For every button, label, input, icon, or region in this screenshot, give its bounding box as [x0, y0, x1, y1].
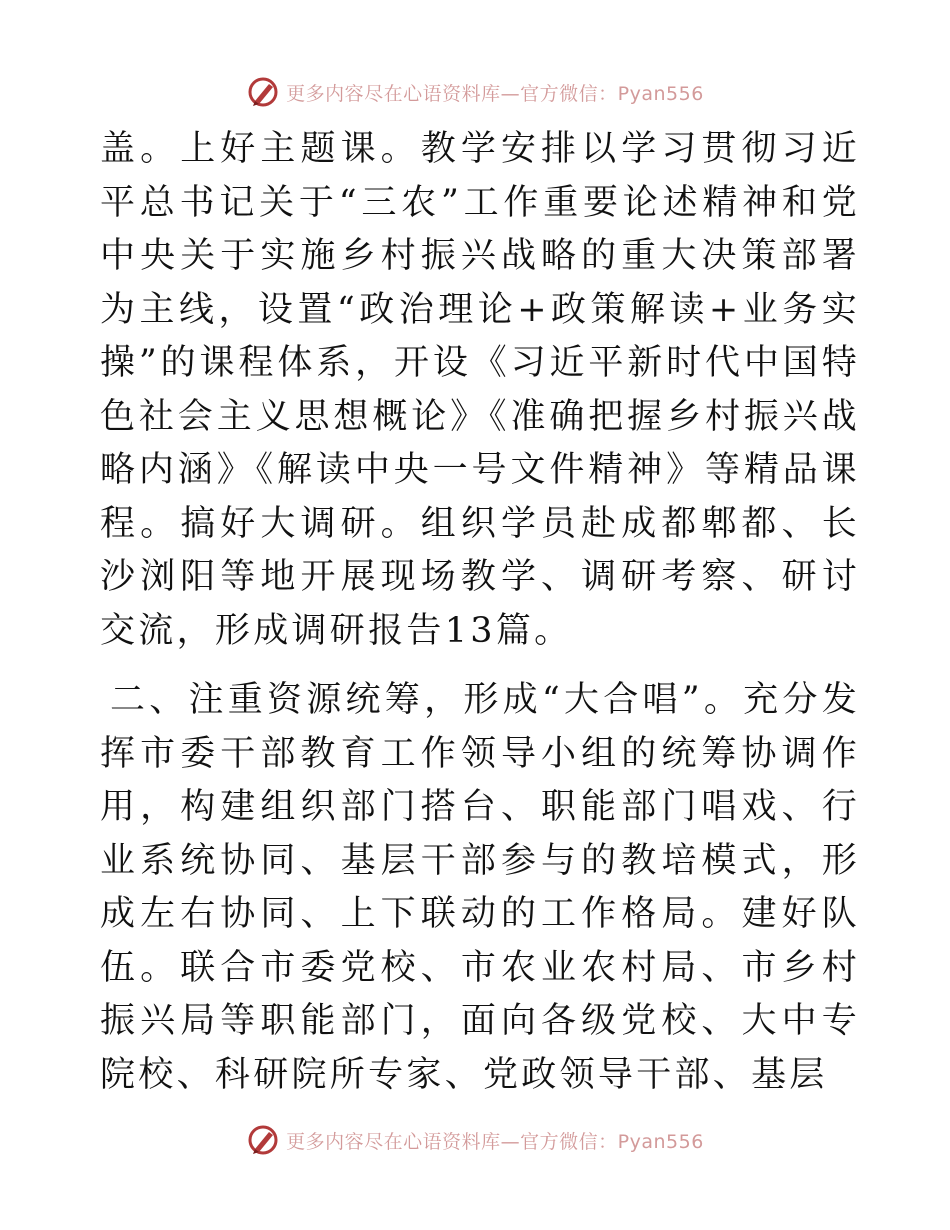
paragraph-1: 盖。上好主题课。教学安排以学习贯彻习近平总书记关于“三农”工作重要论述精神和党中央关于实施乡村振兴战略的重大决策部署为主线，设置“政治理论+政策解读+业务实操”的课程体系，开设《习近平新时代中国特色社会主义思想概论》《准确把握乡村振兴战略内涵》《解读中央一号文件精神》等精品课程。搞好大调研。组织学员赴成都郫都、长沙浏阳等地开展现场教学、调研考察、研讨交流，形成调研报告13篇。	[100, 129, 860, 651]
document-body	[100, 123, 860, 1102]
watermark-text: 更多内容尽在心语资料库—官方微信：Pyan556	[286, 82, 704, 105]
header-watermark	[0, 72, 950, 112]
pen-logo-icon	[246, 75, 280, 109]
pen-logo-icon	[246, 1123, 280, 1157]
watermark-text: 更多内容尽在心语资料库—官方微信：Pyan556	[286, 1130, 704, 1153]
paragraph-2: 二、注重资源统筹，形成“大合唱”。充分发挥市委干部教育工作领导小组的统筹协调作用，构建组织部门搭台、职能部门唱戏、行业系统协同、基层干部参与的教培模式，形成左右协同、上下联动的工作格局。建好队伍。联合市委党校、市农业农村局、市乡村振兴局等职能部门，面向各级党校、大中专院校、科研院所专家、党政领导干部、基层	[100, 680, 860, 1095]
footer-watermark	[0, 1120, 950, 1160]
